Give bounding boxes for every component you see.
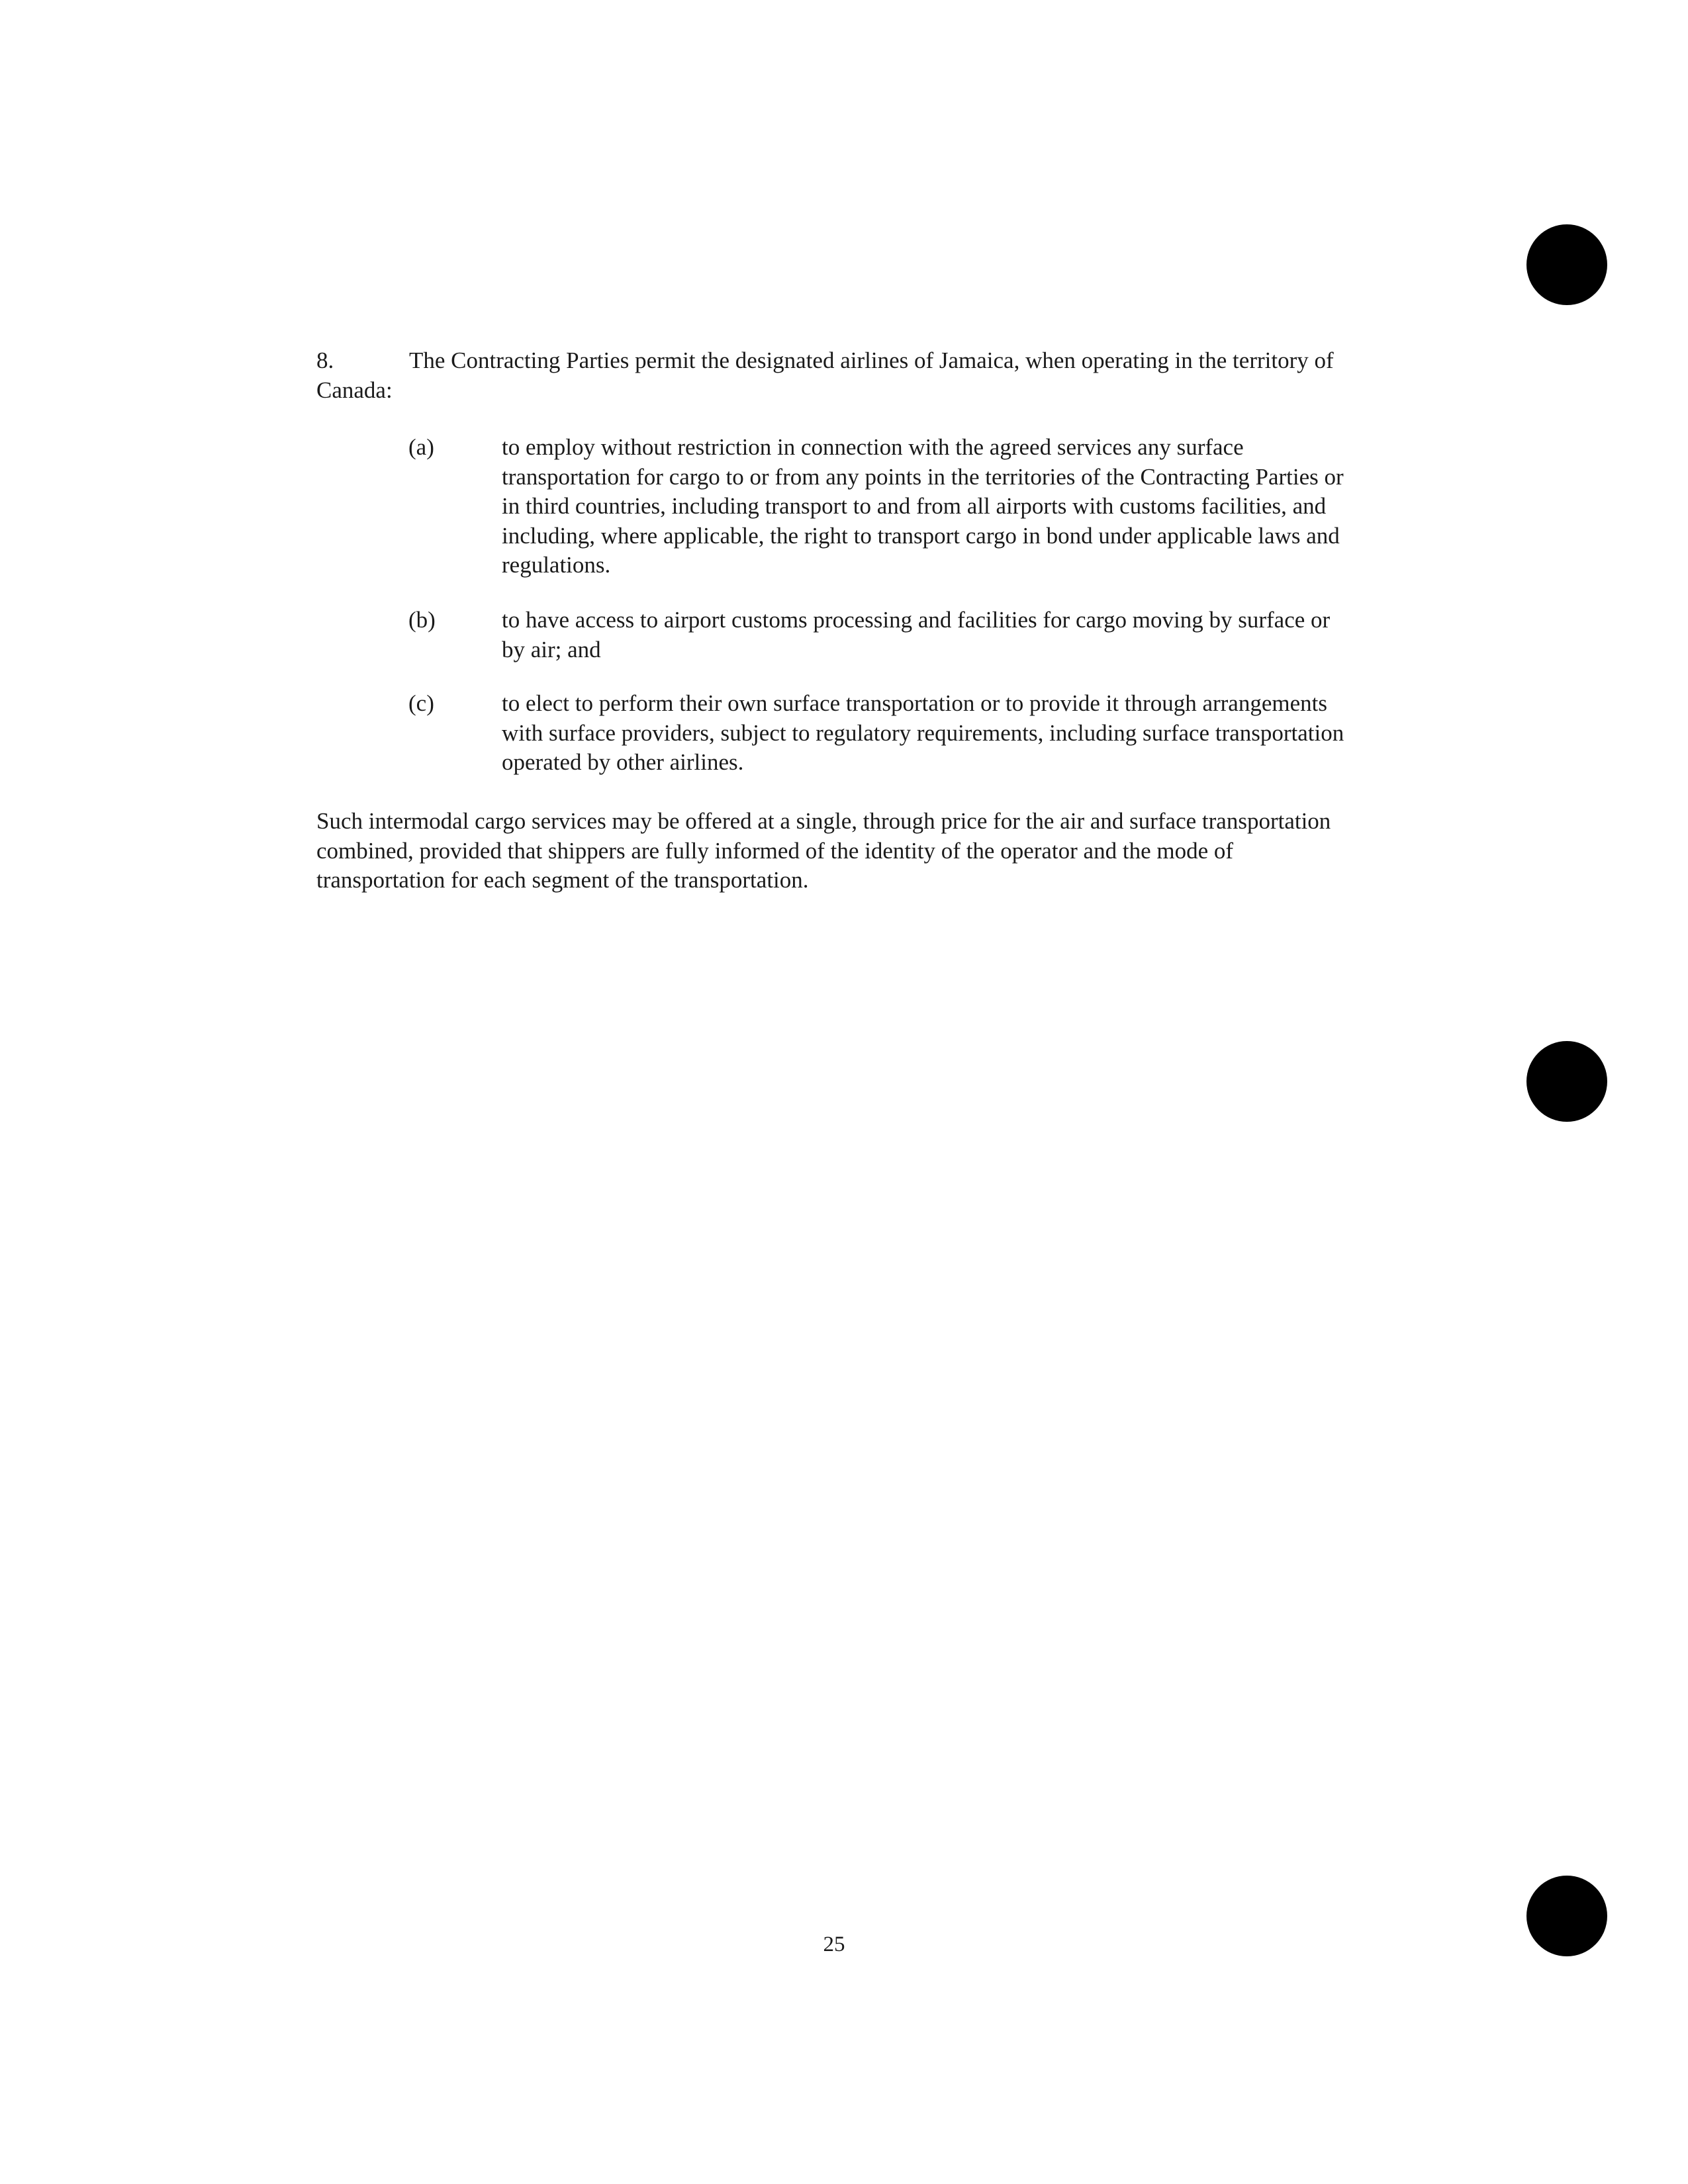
item-label: (b): [408, 607, 436, 633]
list-item-c: [408, 689, 1348, 782]
list-item-a: [408, 433, 1348, 585]
page-number: 25: [823, 1933, 845, 1956]
item-text: to employ without restriction in connection with the agreed services any surface transportation for cargo to or from any points in the territories of the Contracting Parties or in third countries, including transport to and from all airports with customs facilities, and including, where applicable, the right to transport cargo in bond under applicable laws and regulations.: [502, 434, 1344, 578]
item-text: to have access to airport customs processing and facilities for cargo moving by surface or by air; and: [502, 607, 1331, 662]
item-label: (a): [408, 434, 434, 460]
item-text: to elect to perform their own surface transportation or to provide it through arrangements with surface providers, subject to regulatory requirements, including surface transportation operated by other airlines.: [502, 690, 1344, 775]
closing-paragraph: Such intermodal cargo services may be offered at a single, through price for the air and surface transportation combined, provided that shippers are fully informed of the identity of the operator and the mode of transportation for each segment of the transportation.: [316, 808, 1331, 893]
item-label: (c): [408, 690, 434, 716]
punch-hole-middle: [1526, 1041, 1607, 1122]
paragraph-number: 8.: [316, 347, 334, 373]
paragraph-8-intro: The Contracting Parties permit the designated airlines of Jamaica, when operating in the territory of Canada:: [316, 347, 1334, 403]
punch-hole-top: [1526, 224, 1607, 305]
paragraph-8: [316, 346, 1336, 405]
punch-hole-bottom: [1526, 1876, 1607, 1956]
list-item-b: [408, 606, 1348, 672]
